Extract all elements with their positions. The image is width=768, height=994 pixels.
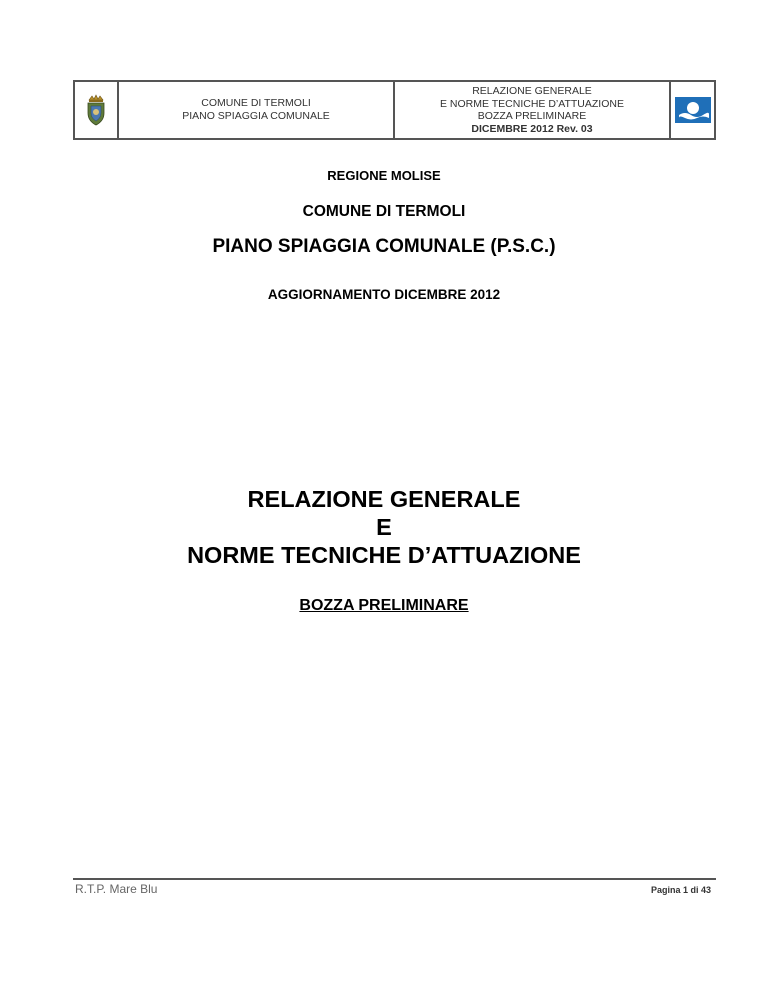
flag-cell (671, 82, 714, 138)
header-norme: E NORME TECNICHE D’ATTUAZIONE (440, 97, 624, 110)
header-comune: COMUNE DI TERMOLI (201, 97, 311, 109)
header-date-rev: DICEMBRE 2012 Rev. 03 (471, 122, 593, 135)
coat-of-arms-icon (85, 94, 107, 126)
piano-title: PIANO SPIAGGIA COMUNALE (P.S.C.) (212, 236, 556, 257)
header-left-cell (119, 82, 395, 138)
logo-cell (75, 82, 119, 138)
header-table (73, 80, 716, 140)
blue-flag-icon (675, 97, 711, 123)
main-title-line1: RELAZIONE GENERALE (247, 486, 521, 512)
comune-title: COMUNE DI TERMOLI (302, 203, 466, 220)
header-right-cell (395, 82, 671, 138)
footer-divider (73, 878, 716, 880)
header-bozza: BOZZA PRELIMINARE (477, 110, 587, 122)
main-title-line2: E (376, 514, 392, 540)
footer-author: R.T.P. Mare Blu (75, 882, 158, 896)
page-number: Pagina 1 di 43 (650, 885, 711, 895)
main-title-line3: NORME TECNICHE D’ATTUAZIONE (187, 542, 581, 568)
header-piano: PIANO SPIAGGIA COMUNALE (182, 110, 330, 122)
aggiornamento-title: AGGIORNAMENTO DICEMBRE 2012 (267, 287, 501, 302)
region-title: REGIONE MOLISE (327, 168, 441, 183)
bozza-subtitle: BOZZA PRELIMINARE (299, 597, 469, 614)
header-relazione: RELAZIONE GENERALE (472, 85, 592, 97)
